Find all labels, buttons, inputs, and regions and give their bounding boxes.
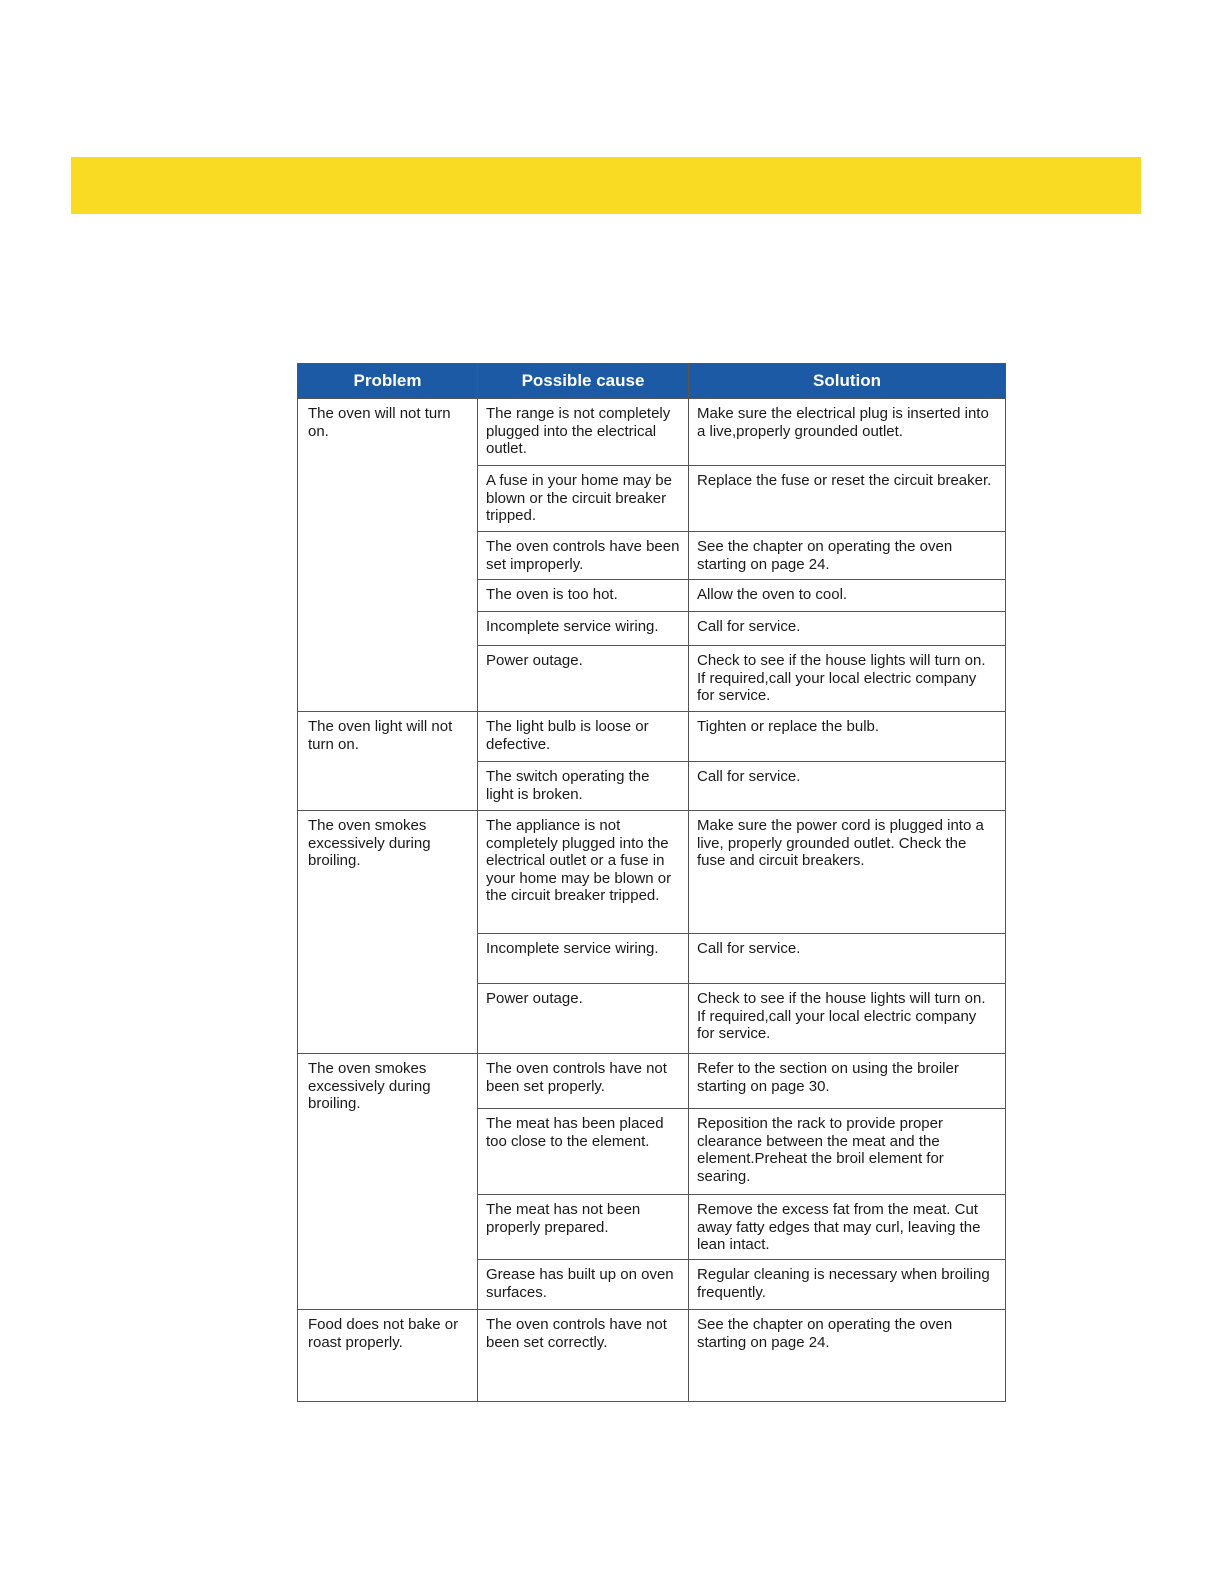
cause-cell: The light bulb is loose or defective. xyxy=(478,712,689,762)
solution-cell: Remove the excess fat from the meat. Cut away fatty edges that may curl, leaving the lean intact. xyxy=(689,1195,1006,1260)
cause-cell: The oven controls have not been set properly. xyxy=(478,1054,689,1109)
column-header-problem: Problem xyxy=(298,364,478,399)
solution-cell: Call for service. xyxy=(689,612,1006,646)
solution-cell: Regular cleaning is necessary when broiling frequently. xyxy=(689,1260,1006,1310)
problem-cell: The oven smokes excessively during broiling. xyxy=(298,1054,478,1310)
solution-cell: See the chapter on operating the oven starting on page 24. xyxy=(689,1310,1006,1402)
solution-cell: Replace the fuse or reset the circuit breaker. xyxy=(689,466,1006,532)
header-banner xyxy=(71,157,1141,214)
cause-cell: Power outage. xyxy=(478,984,689,1054)
solution-cell: Call for service. xyxy=(689,762,1006,811)
cause-cell: The meat has been placed too close to the element. xyxy=(478,1109,689,1195)
cause-cell: Incomplete service wiring. xyxy=(478,934,689,984)
solution-cell: Make sure the electrical plug is inserted into a live,properly grounded outlet. xyxy=(689,399,1006,466)
column-header-cause: Possible cause xyxy=(478,364,689,399)
solution-cell: Call for service. xyxy=(689,934,1006,984)
solution-cell: Refer to the section on using the broiler starting on page 30. xyxy=(689,1054,1006,1109)
cause-cell: The appliance is not completely plugged into the electrical outlet or a fuse in your home may be blown or the circuit breaker tripped. xyxy=(478,811,689,934)
cause-cell: The switch operating the light is broken. xyxy=(478,762,689,811)
table-header-row xyxy=(298,364,1006,399)
table-row xyxy=(298,811,1006,934)
solution-cell: See the chapter on operating the oven starting on page 24. xyxy=(689,532,1006,580)
cause-cell: Grease has built up on oven surfaces. xyxy=(478,1260,689,1310)
cause-cell: The range is not completely plugged into the electrical outlet. xyxy=(478,399,689,466)
solution-cell: Reposition the rack to provide proper clearance between the meat and the element.Preheat the broil element for searing. xyxy=(689,1109,1006,1195)
table-row xyxy=(298,399,1006,466)
column-header-solution: Solution xyxy=(689,364,1006,399)
problem-cell: The oven light will not turn on. xyxy=(298,712,478,811)
table-row xyxy=(298,1054,1006,1109)
solution-cell: Tighten or replace the bulb. xyxy=(689,712,1006,762)
cause-cell: A fuse in your home may be blown or the circuit breaker tripped. xyxy=(478,466,689,532)
table-row xyxy=(298,1310,1006,1402)
cause-cell: The oven is too hot. xyxy=(478,580,689,612)
solution-cell: Check to see if the house lights will turn on. If required,call your local electric company for service. xyxy=(689,984,1006,1054)
cause-cell: The meat has not been properly prepared. xyxy=(478,1195,689,1260)
problem-cell: The oven will not turn on. xyxy=(298,399,478,712)
troubleshooting-table xyxy=(297,363,1006,1402)
solution-cell: Make sure the power cord is plugged into a live, properly grounded outlet. Check the fuse and circuit breakers. xyxy=(689,811,1006,934)
solution-cell: Check to see if the house lights will turn on. If required,call your local electric company for service. xyxy=(689,646,1006,712)
solution-cell: Allow the oven to cool. xyxy=(689,580,1006,612)
problem-cell: Food does not bake or roast properly. xyxy=(298,1310,478,1402)
cause-cell: Power outage. xyxy=(478,646,689,712)
cause-cell: The oven controls have not been set correctly. xyxy=(478,1310,689,1402)
problem-cell: The oven smokes excessively during broiling. xyxy=(298,811,478,1054)
cause-cell: The oven controls have been set improperly. xyxy=(478,532,689,580)
table-row xyxy=(298,712,1006,762)
cause-cell: Incomplete service wiring. xyxy=(478,612,689,646)
